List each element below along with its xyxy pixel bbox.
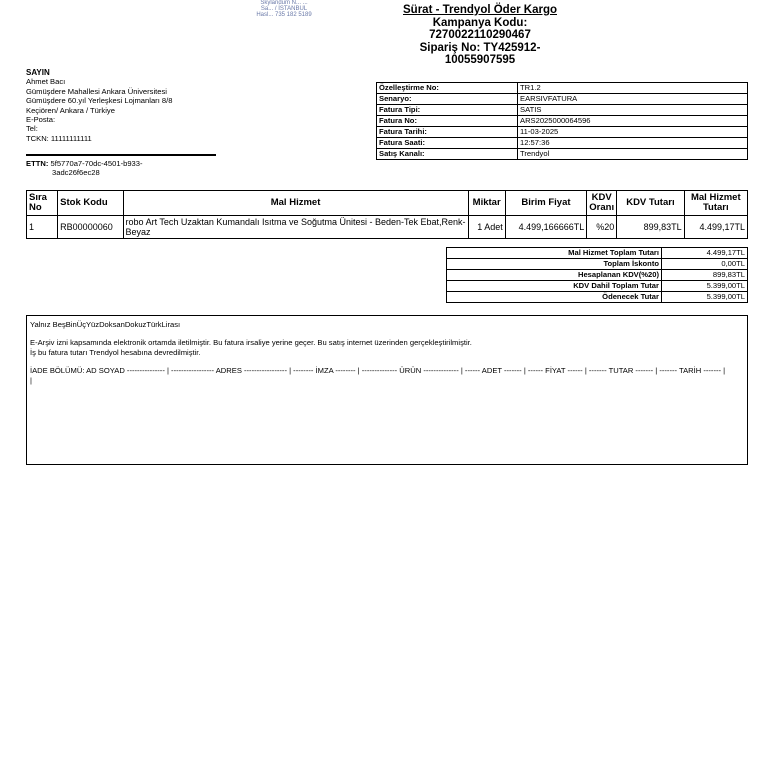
meta-row <box>377 127 748 138</box>
campaign-label: Kampanya Kodu: <box>432 16 528 29</box>
ettn-value-line1: 5f5770a7-70dc-4501-b933- <box>50 159 143 168</box>
transfer-note: İş bu fatura tutarı Trendyol hesabına devredilmiştir. <box>30 347 201 357</box>
items-table <box>26 190 748 239</box>
cell-stok-kodu: RB00000060 <box>58 216 123 239</box>
meta-value: 11-03-2025 <box>518 127 748 138</box>
buyer-name: Ahmet Bacı <box>26 77 66 87</box>
totals-row <box>447 292 748 303</box>
totals-key: Toplam İskonto <box>447 259 662 270</box>
totals-value: 4.499,17TL <box>662 248 748 259</box>
cell-kdv-tutari: 899,83TL <box>617 216 684 239</box>
buyer-tckn: TCKN: 11111111111 <box>26 133 92 143</box>
shipping-title: Sürat - Trendyol Öder Kargo <box>403 4 557 16</box>
meta-row <box>377 94 748 105</box>
stamp <box>232 0 336 22</box>
cell-miktar: 1 Adet <box>468 216 505 239</box>
meta-key: Fatura No: <box>377 116 518 127</box>
totals-key: Mal Hizmet Toplam Tutarı <box>447 248 662 259</box>
totals-value: 899,83TL <box>662 270 748 281</box>
return-section-line: İADE BÖLÜMÜ: AD SOYAD --------------- | ----------------- ADRES ----------------- | -------- İMZA -------- | -------------- ÜRÜN -------------- | ------ ADET ------- | ------ FİYAT ------ | ------- TUTAR ------- | ------- TARİH ------- | <box>30 366 726 376</box>
col-kdv-orani: KDV Oranı <box>587 191 617 216</box>
invoice-header <box>380 4 580 67</box>
cell-kdv-orani: %20 <box>587 216 617 239</box>
return-section-tail: | <box>30 375 32 385</box>
meta-row <box>377 149 748 160</box>
totals-value: 5.399,00TL <box>662 292 748 303</box>
invoice-meta-table <box>376 82 748 160</box>
stamp-line: Skylandum N... ... <box>260 0 308 6</box>
col-kdv-tutari: KDV Tutarı <box>617 191 684 216</box>
cell-sira-no: 1 <box>27 216 58 239</box>
cell-mal-hizmet-tutari: 4.499,17TL <box>684 216 747 239</box>
totals-key: KDV Dahil Toplam Tutar <box>447 281 662 292</box>
meta-key: Satış Kanalı: <box>377 149 518 160</box>
earsiv-note: E-Arşiv izni kapsamında elektronik ortamda iletilmiştir. Bu fatura irsaliye yerine geçer. Bu satış internet üzerinden gerçekleştirilmiştir. <box>30 338 472 348</box>
meta-value: EARSIVFATURA <box>518 94 748 105</box>
buyer-address-line: Gümüşdere 60.yıl Yerleşkesi Lojmanları 8/8 <box>26 96 173 106</box>
meta-row <box>377 105 748 116</box>
col-mal-hizmet-tutari: Mal Hizmet Tutarı <box>684 191 747 216</box>
col-mal-hizmet: Mal Hizmet <box>123 191 468 216</box>
meta-key: Fatura Saati: <box>377 138 518 149</box>
totals-row <box>447 270 748 281</box>
buyer-divider <box>26 154 216 156</box>
cell-birim-fiyat: 4.499,166666TL <box>505 216 586 239</box>
table-row <box>27 216 748 239</box>
ettn-label: ETTN: <box>26 159 49 168</box>
meta-key: Fatura Tarihi: <box>377 127 518 138</box>
meta-value: ARS2025000064596 <box>518 116 748 127</box>
campaign-code: 7270022110290467 <box>429 29 531 41</box>
cell-mal-hizmet: robo Art Tech Uzaktan Kumandalı Isıtma ve Soğutma Ünitesi - Beden-Tek Ebat,Renk- Beyaz <box>123 216 468 239</box>
notes-box <box>26 315 748 465</box>
buyer-address-line: Keçiören/ Ankara / Türkiye <box>26 105 115 115</box>
items-header-row <box>27 191 748 216</box>
meta-value: Trendyol <box>518 149 748 160</box>
meta-key: Senaryo: <box>377 94 518 105</box>
meta-key: Özelleştirme No: <box>377 83 518 94</box>
meta-key: Fatura Tipi: <box>377 105 518 116</box>
stamp-line: Hasl... 735 182 5189 <box>256 12 312 18</box>
meta-row <box>377 138 748 149</box>
buyer-salutation: SAYIN <box>26 68 50 77</box>
totals-value: 5.399,00TL <box>662 281 748 292</box>
totals-value: 0,00TL <box>662 259 748 270</box>
col-stok-kodu: Stok Kodu <box>58 191 123 216</box>
buyer-email: E-Posta: <box>26 115 56 125</box>
totals-row <box>447 248 748 259</box>
amount-in-words: Yalnız BeşBinÜçYüzDoksanDokuzTürkLirası <box>30 320 181 329</box>
totals-table <box>446 247 748 303</box>
ettn-block <box>26 159 206 178</box>
totals-key: Ödenecek Tutar <box>447 292 662 303</box>
meta-value: SATIS <box>518 105 748 116</box>
meta-row <box>377 116 748 127</box>
buyer-address-line: Gümüşdere Mahallesi Ankara Üniversitesi <box>26 86 167 96</box>
ettn-value-line2: 3adc26f6ec28 <box>52 168 100 178</box>
meta-row <box>377 83 748 94</box>
totals-key: Hesaplanan KDV(%20) <box>447 270 662 281</box>
meta-value: 12:57:36 <box>518 138 748 149</box>
buyer-tel: Tel: <box>26 124 38 134</box>
totals-row <box>447 281 748 292</box>
order-number-line1: Sipariş No: TY425912- <box>419 41 541 54</box>
stamp-line: Sa... / İSTANBUL <box>260 6 308 12</box>
col-miktar: Miktar <box>468 191 505 216</box>
col-sira-no: Sıra No <box>27 191 58 216</box>
totals-row <box>447 259 748 270</box>
meta-value: TR1.2 <box>518 83 748 94</box>
buyer-block <box>26 68 226 143</box>
col-birim-fiyat: Birim Fiyat <box>505 191 586 216</box>
order-number-line2: 10055907595 <box>444 54 516 66</box>
